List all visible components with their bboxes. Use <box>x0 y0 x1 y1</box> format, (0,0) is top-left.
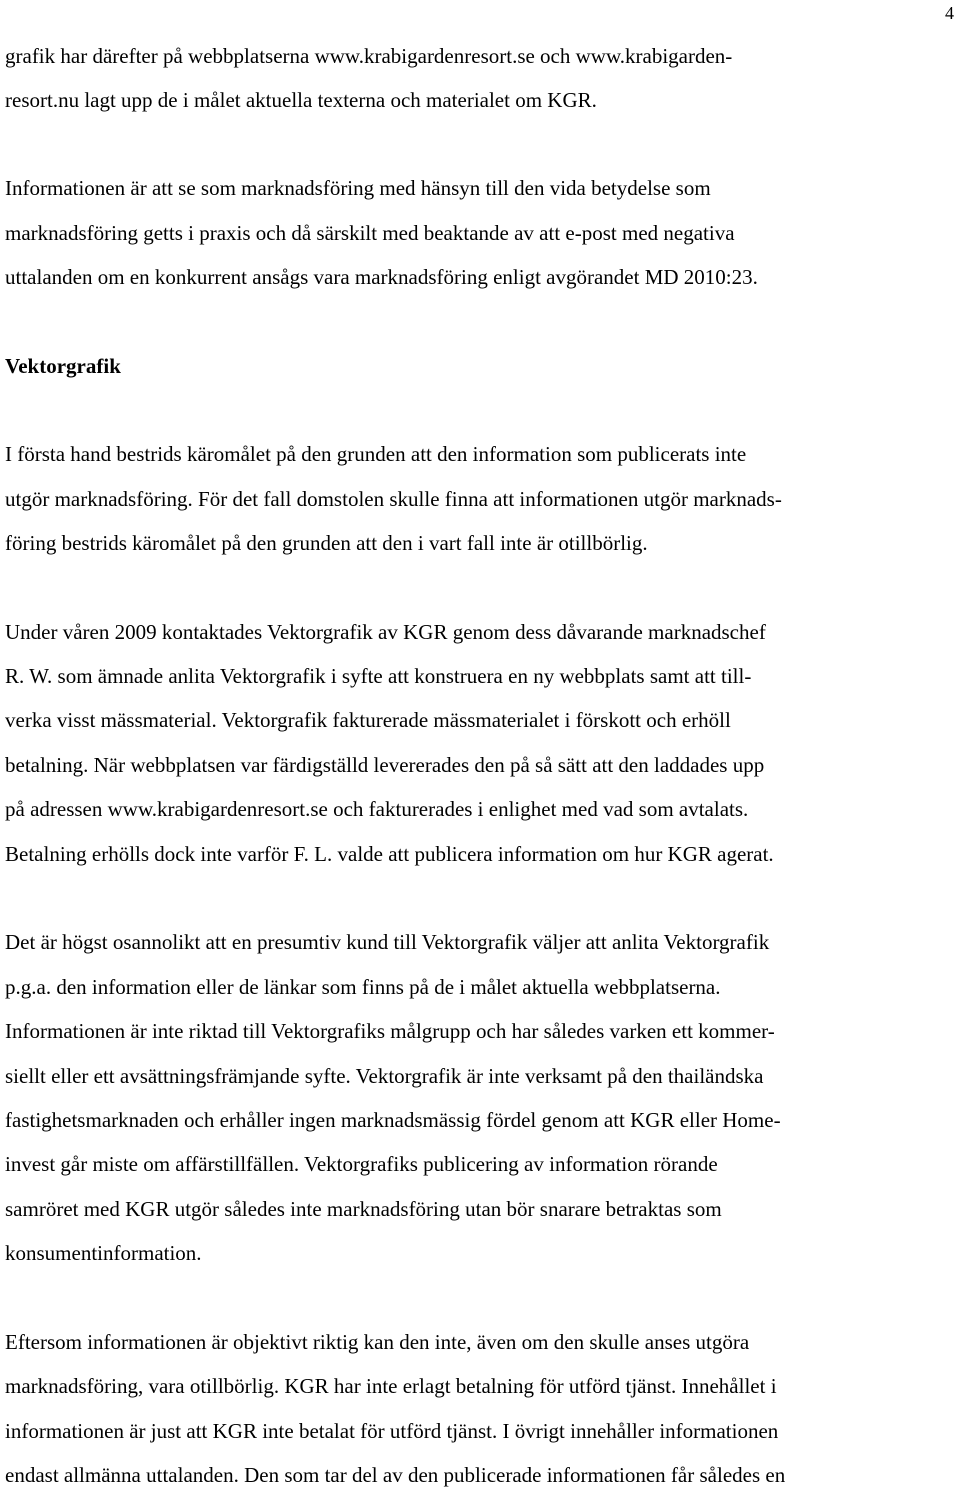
text-line: utgör marknadsföring. För det fall domstolen skulle finna att informationen utgör marknads- <box>5 487 782 511</box>
text-line: konsumentinformation. <box>5 1241 202 1265</box>
text-line: betalning. När webbplatsen var färdigställd levererades den på så sätt att den laddades upp <box>5 753 765 777</box>
text-line: Det är högst osannolikt att en presumtiv kund till Vektorgrafik väljer att anlita Vektorgrafik <box>5 930 770 954</box>
text-line: uttalanden om en konkurrent ansågs vara marknadsföring enligt avgörandet MD 2010:23. <box>5 265 758 289</box>
text-line: samröret med KGR utgör således inte marknadsföring utan bör snarare betraktas som <box>5 1197 722 1221</box>
text-line: Informationen är inte riktad till Vektorgrafiks målgrupp och har således varken ett kommer- <box>5 1019 775 1043</box>
text-line: föring bestrids käromålet på den grunden att den i vart fall inte är otillbörlig. <box>5 531 648 555</box>
text-line: på adressen www.krabigardenresort.se och fakturerades i enlighet med vad som avtalats. <box>5 797 749 821</box>
text-line: endast allmänna uttalanden. Den som tar del av den publicerade informationen får således en <box>5 1463 786 1487</box>
text-line: marknadsföring, vara otillbörlig. KGR har inte erlagt betalning för utförd tjänst. Innehållet i <box>5 1374 777 1398</box>
text-line: siellt eller ett avsättningsfrämjande syfte. Vektorgrafik är inte verksamt på den thailändska <box>5 1064 764 1088</box>
text-line: I första hand bestrids käromålet på den grunden att den information som publicerats inte <box>5 442 747 466</box>
text-line: resort.nu lagt upp de i målet aktuella texterna och materialet om KGR. <box>5 88 597 112</box>
text-line: Betalning erhölls dock inte varför F. L. valde att publicera information om hur KGR agerat. <box>5 842 774 866</box>
text-line: grafik har därefter på webbplatserna www.krabigardenresort.se och www.krabigarden- <box>5 44 733 68</box>
page-number: 4 <box>945 3 954 23</box>
text-line: marknadsföring getts i praxis och då särskilt med beaktande av att e-post med negativa <box>5 221 735 245</box>
text-line: fastighetsmarknaden och erhåller ingen marknadsmässig fördel genom att KGR eller Home- <box>5 1108 781 1132</box>
text-line: informationen är just att KGR inte betalat för utförd tjänst. I övrigt innehåller informationen <box>5 1419 779 1443</box>
text-line: Informationen är att se som marknadsföring med hänsyn till den vida betydelse som <box>5 176 711 200</box>
text-line: R. W. som ämnade anlita Vektorgrafik i syfte att konstruera en ny webbplats samt att till- <box>5 664 752 688</box>
text-line: Under våren 2009 kontaktades Vektorgrafik av KGR genom dess dåvarande marknadschef <box>5 620 766 644</box>
text-line: verka visst mässmaterial. Vektorgrafik fakturerade mässmaterialet i förskott och erhöll <box>5 708 731 732</box>
text-line: p.g.a. den information eller de länkar som finns på de i målet aktuella webbplatserna. <box>5 975 721 999</box>
text-line: Eftersom informationen är objektivt riktig kan den inte, även om den skulle anses utgöra <box>5 1330 750 1354</box>
section-heading: Vektorgrafik <box>5 354 121 378</box>
text-line: invest går miste om affärstillfällen. Vektorgrafiks publicering av information rörande <box>5 1152 718 1176</box>
